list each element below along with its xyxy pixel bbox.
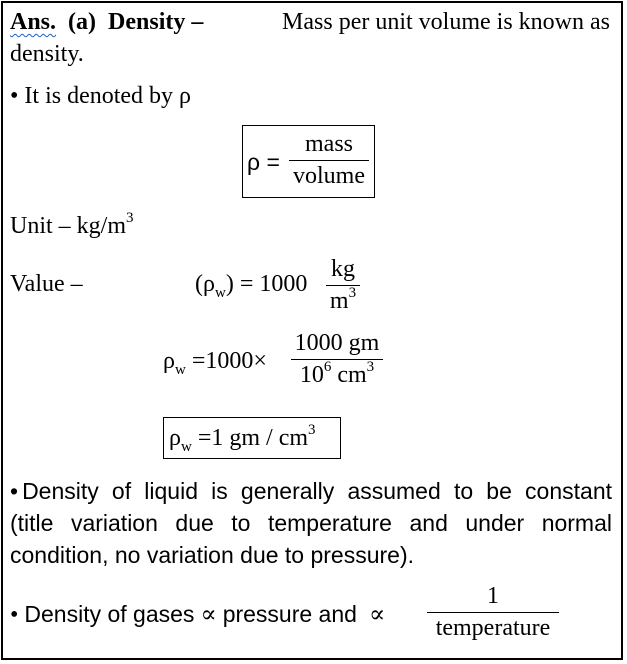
value-denominator-exp: 3: [348, 285, 357, 301]
denoted-line: [10, 82, 191, 110]
value-close: ): [225, 271, 234, 297]
unit-exponent: 3: [126, 210, 134, 226]
density-denominator: volume: [293, 163, 365, 189]
conversion-fraction: [291, 330, 383, 388]
value-symbol: (ρ: [195, 271, 215, 297]
conversion-lhs: [163, 347, 267, 378]
conversion-subscript: w: [174, 361, 186, 378]
answer-term: Density: [108, 9, 186, 35]
gases-text1: Density of gases: [24, 601, 195, 627]
answer-dash: –: [191, 9, 204, 35]
result-exponent: 3: [308, 422, 316, 438]
conversion-numerator: 1000 gm: [294, 330, 380, 356]
answer-part: (a): [68, 9, 97, 35]
answer-label: Ans.: [10, 9, 57, 35]
gases-denominator: temperature: [435, 615, 551, 641]
conversion-rhs: =1000×: [191, 348, 267, 374]
value-label: Value –: [10, 271, 83, 297]
bullet-icon: •: [10, 602, 19, 628]
result-formula: [169, 422, 316, 455]
liquid-line2: (title variation due to temperature and under normal: [10, 510, 612, 536]
bullet-icon: •: [10, 83, 19, 109]
gases-text2: pressure and: [222, 601, 357, 627]
bullet-icon: •: [10, 478, 19, 504]
density-formula-lhs: ρ =: [247, 149, 280, 175]
density-fraction: [289, 131, 369, 189]
unit-text: Unit – kg/m: [10, 213, 127, 239]
result-rhs: =1 gm / cm: [197, 425, 309, 451]
value-coefficient: 1000: [259, 271, 308, 297]
proportional-symbol: ∝: [200, 602, 217, 628]
conversion-den-unit-exp: 3: [366, 359, 375, 375]
result-subscript: w: [180, 438, 192, 455]
conversion-den-unit: cm: [337, 362, 367, 388]
answer-heading: [10, 8, 610, 36]
fraction-bar: [427, 612, 559, 613]
proportional-symbol: ∝: [368, 602, 386, 628]
conversion-den-base-exp: 6: [323, 359, 332, 375]
liquid-line1: [10, 477, 612, 505]
answer-heading-left: [10, 8, 203, 36]
unit-line: [10, 212, 134, 240]
value-numerator: kg: [331, 256, 355, 282]
value-subscript: w: [214, 284, 226, 301]
denoted-text: It is denoted by ρ: [24, 83, 192, 109]
conversion-denominator: [299, 359, 375, 388]
gases-numerator: 1: [487, 583, 499, 609]
value-fraction: [326, 256, 360, 314]
definition-line1: Mass per unit volume is known as: [282, 9, 610, 35]
value-denominator: [329, 285, 357, 314]
result-symbol: ρ: [169, 425, 181, 451]
conversion-symbol: ρ: [163, 348, 175, 374]
value-lhs: [195, 270, 308, 301]
density-numerator: mass: [305, 131, 353, 157]
definition-line2: density.: [10, 41, 84, 67]
value-equals: =: [239, 271, 254, 297]
fraction-bar: [289, 160, 369, 161]
gases-line: [10, 600, 385, 629]
liquid-line1-text: Density of liquid is generally assumed to be constant: [22, 478, 612, 504]
conversion-den-base: 10: [299, 362, 324, 388]
value-denominator-base: m: [329, 288, 349, 314]
liquid-line3: condition, no variation due to pressure).: [10, 542, 415, 568]
gases-fraction: [427, 583, 559, 641]
